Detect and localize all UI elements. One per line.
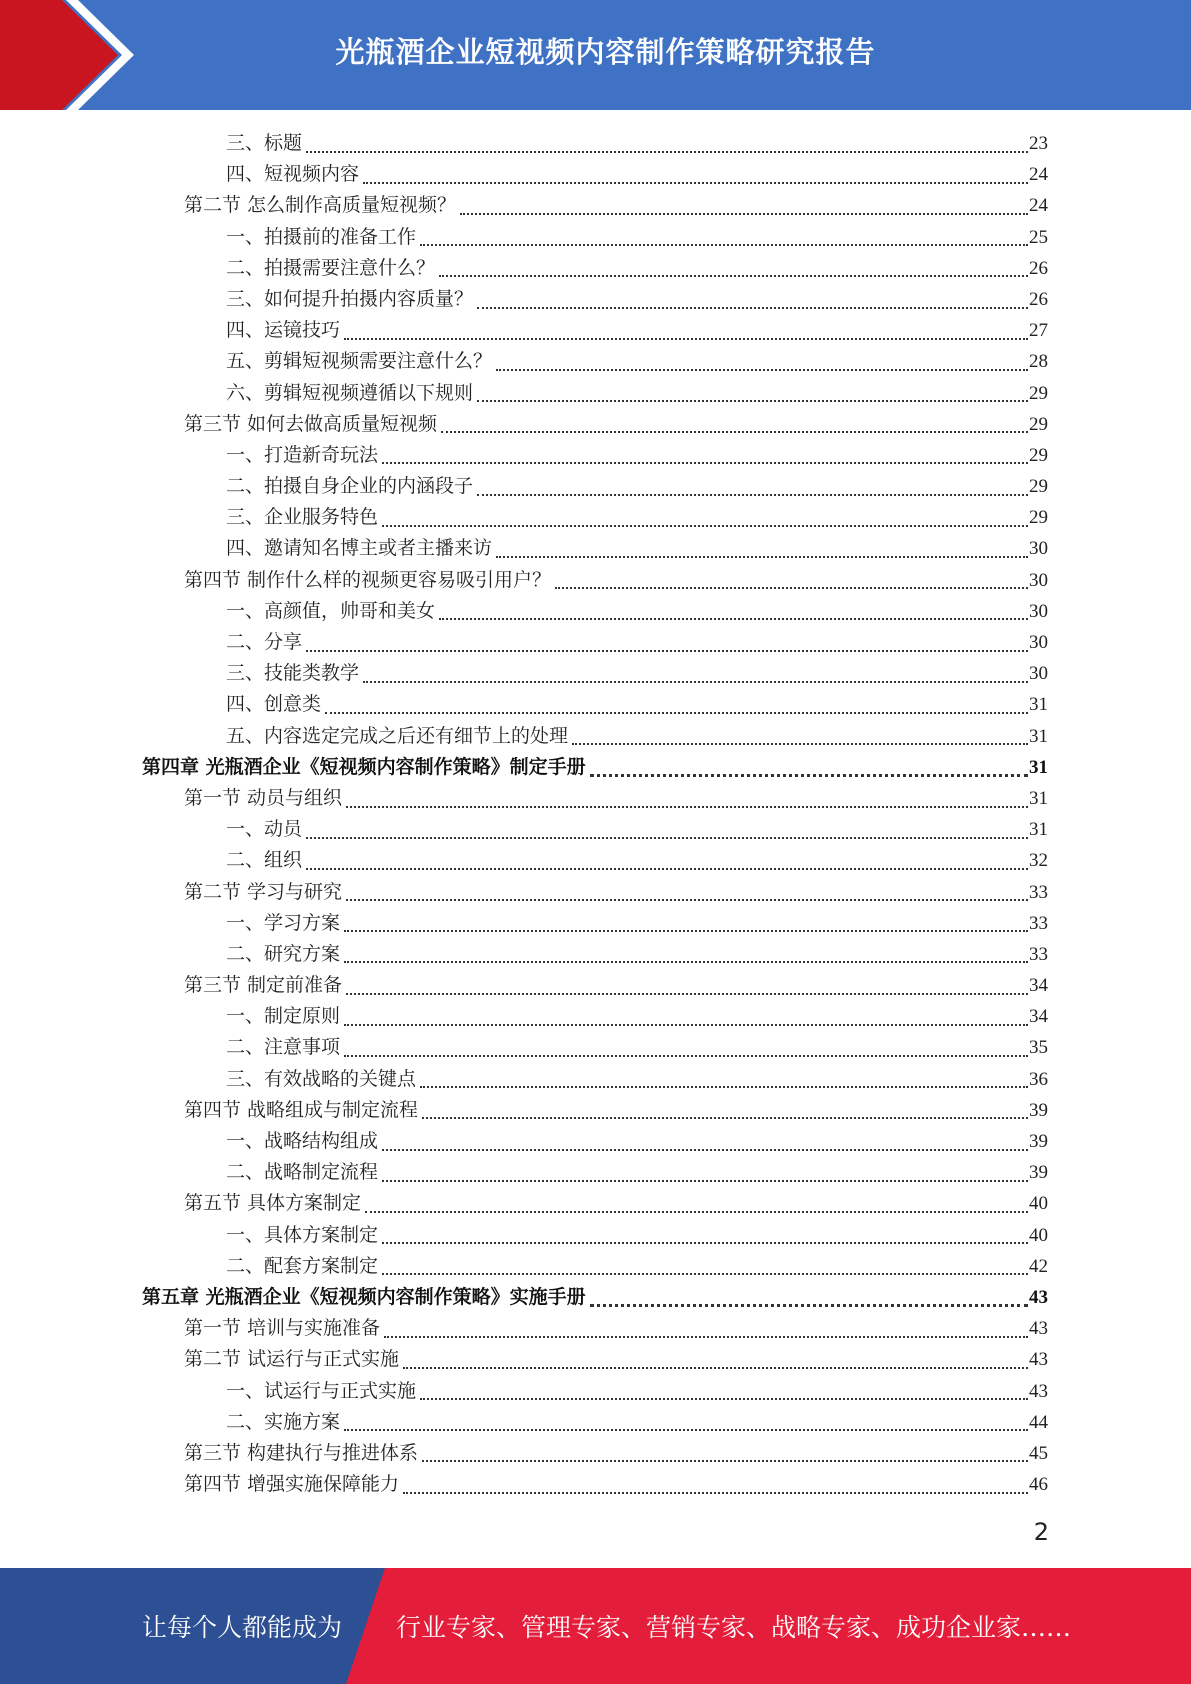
toc-entry-page: 33 <box>1029 912 1048 934</box>
toc-entry-title: 三、标题 <box>226 132 303 154</box>
toc-dot-leader <box>306 151 1028 153</box>
toc-entry-page: 29 <box>1029 507 1048 529</box>
toc-dot-leader <box>439 618 1028 620</box>
toc-entry-title: 六、剪辑短视频遵循以下规则 <box>226 381 474 404</box>
toc-entry-page: 30 <box>1029 538 1048 560</box>
toc-subsection-entry[interactable] <box>142 346 1048 377</box>
toc-subsection-entry[interactable] <box>142 908 1048 939</box>
toc-dot-leader <box>382 525 1028 527</box>
toc-dot-leader <box>477 494 1028 496</box>
toc-dot-leader <box>346 993 1028 995</box>
toc-entry-page: 30 <box>1029 632 1048 653</box>
toc-entry-title: 二、实施方案 <box>226 1410 341 1433</box>
toc-dot-leader <box>382 1242 1028 1244</box>
toc-dot-leader <box>344 338 1028 340</box>
toc-entry-title: 五、剪辑短视频需要注意什么？ <box>226 350 493 373</box>
toc-subsection-entry[interactable] <box>142 1407 1048 1438</box>
toc-entry-title: 三、如何提升拍摄内容质量？ <box>226 287 474 310</box>
toc-entry-page: 24 <box>1029 164 1048 186</box>
toc-entry-title: 三、有效战略的关键点 <box>226 1067 417 1090</box>
toc-section-entry[interactable] <box>142 877 1048 908</box>
toc-entry-page: 25 <box>1029 226 1048 248</box>
toc-dot-leader <box>477 400 1028 402</box>
toc-section-entry[interactable] <box>142 1313 1048 1344</box>
toc-subsection-entry[interactable] <box>142 440 1048 471</box>
toc-subsection-entry[interactable] <box>142 1251 1048 1282</box>
toc-subsection-entry[interactable] <box>142 533 1048 564</box>
toc-entry-title: 第二节 学习与研究 <box>184 880 343 903</box>
toc-dot-leader <box>460 213 1028 215</box>
toc-dot-leader <box>441 431 1028 433</box>
toc-entry-page: 40 <box>1029 1193 1048 1215</box>
toc-entry-page: 31 <box>1029 819 1048 841</box>
toc-dot-leader <box>382 1273 1028 1275</box>
toc-subsection-entry[interactable] <box>142 658 1048 689</box>
toc-dot-leader <box>439 275 1028 277</box>
toc-entry-title: 第三节 如何去做高质量短视频 <box>184 412 438 435</box>
red-arrow-decoration <box>0 0 150 110</box>
toc-entry-page: 30 <box>1029 569 1048 591</box>
toc-entry-title: 第四节 战略组成与制定流程 <box>184 1098 419 1121</box>
toc-entry-page: 43 <box>1029 1286 1048 1308</box>
toc-entry-page: 43 <box>1029 1380 1048 1402</box>
toc-entry-page: 44 <box>1029 1411 1048 1433</box>
document-title: 光瓶酒企业短视频内容制作策略研究报告 <box>335 34 876 69</box>
toc-subsection-entry[interactable] <box>142 502 1048 533</box>
toc-entry-page: 30 <box>1029 663 1048 685</box>
toc-entry-page: 24 <box>1029 195 1048 217</box>
toc-dot-leader <box>382 1149 1028 1151</box>
toc-dot-leader <box>346 806 1028 808</box>
toc-section-entry[interactable] <box>142 1469 1048 1500</box>
toc-subsection-entry[interactable] <box>142 1376 1048 1407</box>
table-of-contents <box>142 128 1048 1500</box>
toc-dot-leader <box>306 868 1028 870</box>
footer-slogan-left: 让每个人都能成为 <box>142 1613 343 1642</box>
toc-entry-title: 第四章 光瓶酒企业《短视频内容制作策略》制定手册 <box>142 755 586 778</box>
toc-entry-page: 27 <box>1029 320 1048 342</box>
toc-entry-title: 四、创意类 <box>226 693 322 716</box>
toc-dot-leader <box>590 774 1028 777</box>
toc-entry-title: 二、注意事项 <box>226 1036 341 1059</box>
toc-entry-title: 第五节 具体方案制定 <box>184 1192 362 1215</box>
toc-entry-page: 40 <box>1029 1224 1048 1246</box>
toc-entry-page: 42 <box>1029 1255 1048 1277</box>
toc-entry-title: 二、分享 <box>226 631 303 653</box>
toc-entry-page: 32 <box>1029 850 1048 872</box>
toc-entry-title: 第三节 制定前准备 <box>184 974 343 997</box>
toc-entry-page: 46 <box>1029 1474 1048 1496</box>
toc-dot-leader <box>363 681 1028 683</box>
toc-entry-page: 23 <box>1029 133 1048 154</box>
toc-entry-title: 第二节 试运行与正式实施 <box>184 1348 400 1371</box>
toc-entry-title: 一、动员 <box>226 818 303 841</box>
toc-section-entry[interactable] <box>142 970 1048 1001</box>
page-header <box>0 0 1191 110</box>
toc-dot-leader <box>363 182 1028 184</box>
toc-entry-title: 第四节 制作什么样的视频更容易吸引用户？ <box>184 568 552 591</box>
toc-chapter-entry[interactable] <box>142 1282 1048 1313</box>
toc-entry-title: 第一节 培训与实施准备 <box>184 1317 381 1340</box>
toc-dot-leader <box>555 587 1028 589</box>
toc-subsection-entry[interactable] <box>142 1220 1048 1251</box>
toc-section-entry[interactable] <box>142 1095 1048 1126</box>
toc-entry-page: 43 <box>1029 1349 1048 1371</box>
toc-entry-page: 43 <box>1029 1318 1048 1340</box>
page-number: 2 <box>1033 1518 1049 1546</box>
toc-entry-title: 二、拍摄需要注意什么？ <box>226 256 436 279</box>
toc-dot-leader <box>344 961 1028 963</box>
toc-entry-page: 34 <box>1029 1006 1048 1028</box>
toc-entry-title: 第四节 增强实施保障能力 <box>184 1473 400 1496</box>
toc-entry-title: 二、组织 <box>226 849 303 872</box>
toc-subsection-entry[interactable] <box>142 1126 1048 1157</box>
toc-dot-leader <box>382 1180 1028 1182</box>
toc-subsection-entry[interactable] <box>142 845 1048 876</box>
toc-section-entry[interactable] <box>142 1188 1048 1219</box>
toc-entry-title: 第三节 构建执行与推进体系 <box>184 1441 419 1464</box>
toc-dot-leader <box>422 1460 1028 1462</box>
toc-dot-leader <box>403 1492 1028 1494</box>
toc-dot-leader <box>420 1398 1028 1400</box>
toc-entry-title: 一、学习方案 <box>226 911 341 934</box>
toc-entry-title: 一、战略结构组成 <box>226 1130 379 1152</box>
toc-entry-title: 一、高颜值，帅哥和美女 <box>226 599 436 622</box>
toc-entry-title: 二、拍摄自身企业的内涵段子 <box>226 475 474 498</box>
toc-entry-title: 四、运镜技巧 <box>226 319 341 342</box>
page-footer <box>0 1568 1191 1684</box>
toc-entry-page: 34 <box>1029 975 1048 997</box>
toc-entry-title: 二、研究方案 <box>226 942 341 965</box>
toc-entry-page: 28 <box>1029 351 1048 373</box>
toc-subsection-entry[interactable] <box>142 253 1048 284</box>
toc-dot-leader <box>325 712 1028 714</box>
toc-entry-title: 一、制定原则 <box>226 1005 341 1028</box>
toc-entry-page: 33 <box>1029 943 1048 965</box>
toc-entry-page: 36 <box>1029 1068 1048 1090</box>
toc-entry-page: 29 <box>1029 476 1048 498</box>
toc-subsection-entry[interactable] <box>142 1064 1048 1095</box>
toc-entry-title: 二、战略制定流程 <box>226 1161 379 1184</box>
toc-subsection-entry[interactable] <box>142 1032 1048 1063</box>
toc-dot-leader <box>496 556 1028 558</box>
toc-entry-title: 第五章 光瓶酒企业《短视频内容制作策略》实施手册 <box>142 1285 586 1308</box>
footer-slogan-right: 行业专家、管理专家、营销专家、战略专家、成功企业家…… <box>396 1613 1072 1642</box>
toc-entry-title: 一、打造新奇玩法 <box>226 443 379 466</box>
toc-entry-title: 一、拍摄前的准备工作 <box>226 225 417 248</box>
toc-section-entry[interactable] <box>142 190 1048 221</box>
toc-dot-leader <box>306 650 1028 652</box>
toc-subsection-entry[interactable] <box>142 284 1048 315</box>
toc-dot-leader <box>382 462 1028 464</box>
toc-subsection-entry[interactable] <box>142 471 1048 502</box>
toc-dot-leader <box>344 1429 1028 1431</box>
toc-entry-title: 三、企业服务特色 <box>226 506 379 529</box>
toc-dot-leader <box>477 307 1028 309</box>
toc-dot-leader <box>572 743 1028 745</box>
toc-dot-leader <box>384 1336 1028 1338</box>
toc-entry-title: 四、短视频内容 <box>226 163 360 186</box>
toc-entry-page: 26 <box>1029 257 1048 279</box>
toc-entry-title: 一、试运行与正式实施 <box>226 1379 417 1402</box>
toc-dot-leader <box>496 369 1028 371</box>
toc-entry-page: 45 <box>1029 1442 1048 1464</box>
toc-dot-leader <box>344 1024 1028 1026</box>
toc-subsection-entry[interactable] <box>142 222 1048 253</box>
toc-section-entry[interactable] <box>142 1344 1048 1375</box>
toc-entry-page: 31 <box>1029 694 1048 716</box>
toc-entry-page: 31 <box>1029 756 1048 778</box>
toc-subsection-entry[interactable] <box>142 814 1048 845</box>
toc-dot-leader <box>306 837 1028 839</box>
toc-dot-leader <box>344 930 1028 932</box>
toc-entry-page: 29 <box>1029 382 1048 404</box>
toc-entry-title: 第一节 动员与组织 <box>184 786 343 809</box>
toc-subsection-entry[interactable] <box>142 721 1048 752</box>
toc-dot-leader <box>420 1086 1028 1088</box>
toc-entry-title: 五、内容选定完成之后还有细节上的处理 <box>226 724 569 747</box>
toc-subsection-entry[interactable] <box>142 689 1048 720</box>
toc-entry-page: 33 <box>1029 881 1048 903</box>
toc-entry-page: 39 <box>1029 1131 1048 1152</box>
toc-entry-title: 二、配套方案制定 <box>226 1254 379 1277</box>
toc-dot-leader <box>590 1304 1028 1307</box>
toc-section-entry[interactable] <box>142 565 1048 596</box>
toc-subsection-entry[interactable] <box>142 378 1048 409</box>
toc-subsection-entry[interactable] <box>142 596 1048 627</box>
toc-entry-page: 26 <box>1029 288 1048 310</box>
toc-entry-page: 29 <box>1029 444 1048 466</box>
toc-entry-page: 30 <box>1029 600 1048 622</box>
toc-dot-leader <box>346 899 1028 901</box>
toc-subsection-entry[interactable] <box>142 159 1048 190</box>
toc-subsection-entry[interactable] <box>142 315 1048 346</box>
toc-entry-title: 第二节 怎么制作高质量短视频？ <box>184 194 457 217</box>
toc-entry-page: 29 <box>1029 413 1048 435</box>
toc-dot-leader <box>403 1367 1028 1369</box>
toc-section-entry[interactable] <box>142 409 1048 440</box>
toc-dot-leader <box>422 1117 1028 1119</box>
toc-entry-title: 三、技能类教学 <box>226 662 360 685</box>
toc-dot-leader <box>420 244 1028 246</box>
toc-entry-page: 31 <box>1029 787 1048 809</box>
toc-section-entry[interactable] <box>142 783 1048 814</box>
toc-subsection-entry[interactable] <box>142 1157 1048 1188</box>
toc-entry-page: 35 <box>1029 1037 1048 1059</box>
toc-entry-page: 39 <box>1029 1099 1048 1121</box>
toc-entry-page: 31 <box>1029 725 1048 747</box>
toc-subsection-entry[interactable] <box>142 1001 1048 1032</box>
toc-subsection-entry[interactable] <box>142 627 1048 658</box>
toc-section-entry[interactable] <box>142 1438 1048 1469</box>
toc-dot-leader <box>365 1211 1028 1213</box>
toc-dot-leader <box>344 1055 1028 1057</box>
toc-entry-title: 四、邀请知名博主或者主播来访 <box>226 537 493 560</box>
toc-entry-title: 一、具体方案制定 <box>226 1223 379 1246</box>
toc-chapter-entry[interactable] <box>142 752 1048 783</box>
toc-entry-page: 39 <box>1029 1162 1048 1184</box>
toc-subsection-entry[interactable] <box>142 128 1048 159</box>
toc-subsection-entry[interactable] <box>142 939 1048 970</box>
